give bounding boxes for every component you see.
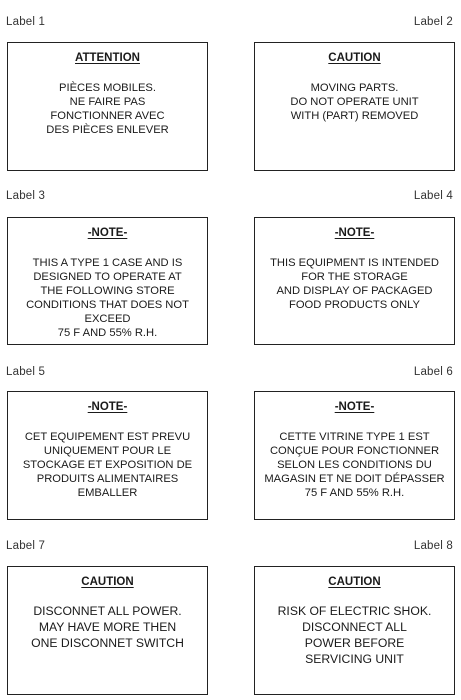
- label-8-box: [254, 566, 455, 695]
- label-1-heading: ATTENTION: [75, 52, 140, 64]
- label-7-caption: Label 7: [6, 540, 46, 552]
- label-7-body: DISCONNET ALL POWER. MAY HAVE MORE THEN ONE DISCONNET SWITCH: [31, 604, 184, 650]
- label-7-heading: CAUTION: [81, 576, 134, 588]
- label-6-caption: Label 6: [413, 366, 453, 378]
- label-5-body: CET EQUIPEMENT EST PREVU UNIQUEMENT POUR LE STOCKAGE ET EXPOSITION DE PRODUITS ALIMENTAIRES EMBALLER: [22, 431, 193, 499]
- label-5-box: [7, 391, 208, 520]
- label-1-box: [7, 42, 208, 171]
- label-3-body: THIS A TYPE 1 CASE AND IS DESIGNED TO OPERATE AT THE FOLLOWING STORE CONDITIONS THAT DOES NOT EXCEED 75 F AND 55% R.H.: [26, 257, 189, 339]
- label-8-caption: Label 8: [413, 540, 453, 552]
- label-2-heading: CAUTION: [328, 52, 381, 64]
- label-7-box: [7, 566, 208, 695]
- label-3-heading: -NOTE-: [87, 227, 128, 239]
- label-6-body: CETTE VITRINE TYPE 1 EST CONÇUE POUR FONCTIONNER SELON LES CONDITIONS DU MAGASIN ET NE DOIT DÉPASSER 75 F AND 55% R.H.: [264, 431, 445, 499]
- label-4-heading: -NOTE-: [334, 227, 375, 239]
- label-4-caption: Label 4: [413, 190, 453, 202]
- label-1-caption: Label 1: [6, 16, 46, 28]
- label-4-body: THIS EQUIPMENT IS INTENDED FOR THE STORAGE AND DISPLAY OF PACKAGED FOOD PRODUCTS ONLY: [270, 257, 439, 311]
- label-6-heading: -NOTE-: [334, 401, 375, 413]
- label-4-box: [254, 217, 455, 345]
- label-1-body: PIÈCES MOBILES. NE FAIRE PAS FONCTIONNER AVEC DES PIÈCES ENLEVER: [46, 82, 169, 136]
- label-3-box: [7, 217, 208, 345]
- label-6-box: [254, 391, 455, 520]
- label-2-box: [254, 42, 455, 171]
- label-2-caption: Label 2: [413, 16, 453, 28]
- label-8-heading: CAUTION: [328, 576, 381, 588]
- label-5-caption: Label 5: [6, 366, 46, 378]
- label-8-body: RISK OF ELECTRIC SHOK. DISCONNECT ALL POWER BEFORE SERVICING UNIT: [277, 604, 432, 666]
- label-2-body: MOVING PARTS. DO NOT OPERATE UNIT WITH (PART) REMOVED: [290, 82, 419, 122]
- label-5-heading: -NOTE-: [87, 401, 128, 413]
- label-3-caption: Label 3: [6, 190, 46, 202]
